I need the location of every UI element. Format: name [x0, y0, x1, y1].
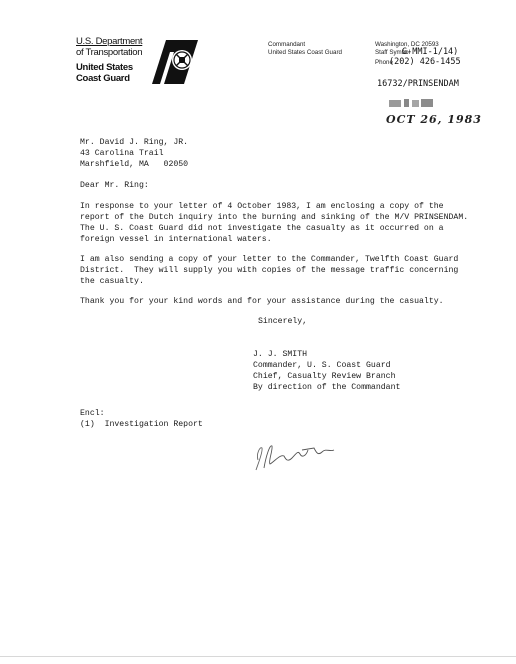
paragraph-3-line-1: Thank you for your kind words and for your assistance during the casualty.	[80, 297, 444, 306]
coast-guard-name	[76, 62, 133, 84]
coast-guard-line-1: United States	[76, 62, 133, 73]
phone-value: (202) 426-1455	[389, 57, 461, 67]
recipient-line-3: Marshfield, MA 02050	[80, 160, 189, 169]
signer-title-1: Commander, U. S. Coast Guard	[253, 361, 391, 370]
handwritten-signature-icon	[236, 432, 346, 476]
paragraph-2-line-2: District. They will supply you with copies of the message traffic concerning	[80, 266, 459, 275]
recipient-line-2: 43 Carolina Trail	[80, 149, 164, 158]
paragraph-1-line-2: report of the Dutch inquiry into the burning and sinking of the M/V PRINSENDAM.	[80, 213, 469, 222]
signer-title-3: By direction of the Commandant	[253, 383, 401, 392]
coast-guard-line-2: Coast Guard	[76, 73, 130, 84]
received-stamp-icon	[388, 98, 434, 109]
page-edge-divider	[0, 656, 516, 657]
file-reference: 16732/PRINSENDAM	[377, 79, 459, 89]
closing: Sincerely,	[258, 317, 308, 326]
enclosure-item: (1) Investigation Report	[80, 420, 203, 429]
enclosure-label: Encl:	[80, 409, 105, 418]
coast-guard-emblem-icon	[146, 40, 198, 84]
location: Washington, DC 20593	[375, 41, 439, 48]
department-line-1: U.S. Department	[76, 36, 143, 47]
signer-title-2: Chief, Casualty Review Branch	[253, 372, 396, 381]
addressee-line-2: United States Coast Guard	[268, 49, 342, 56]
phone-label: Phone	[375, 59, 393, 66]
paragraph-1-line-1: In response to your letter of 4 October 1983, I am enclosing a copy of the	[80, 202, 444, 211]
recipient-line-1: Mr. David J. Ring, JR.	[80, 138, 189, 147]
paragraph-2-line-1: I am also sending a copy of your letter to the Commander, Twelfth Coast Guard	[80, 255, 459, 264]
handwritten-date: OCT 26, 1983	[386, 113, 482, 126]
department-name	[76, 36, 142, 58]
signer-name: J. J. SMITH	[253, 350, 308, 359]
staff-symbol-label: Staff Symbol	[375, 49, 410, 56]
addressee-block	[268, 41, 342, 57]
department-line-2: of Transportation	[76, 47, 143, 58]
staff-symbol-value: G-MMI-1/14)	[402, 47, 459, 57]
paragraph-1-line-4: foreign vessel in international waters.	[80, 235, 272, 244]
salutation: Dear Mr. Ring:	[80, 181, 149, 190]
paragraph-2-line-3: the casualty.	[80, 277, 144, 286]
addressee-line-1: Commandant	[268, 41, 306, 48]
paragraph-1-line-3: The U. S. Coast Guard did not investigate the casualty as it occurred on a	[80, 224, 444, 233]
